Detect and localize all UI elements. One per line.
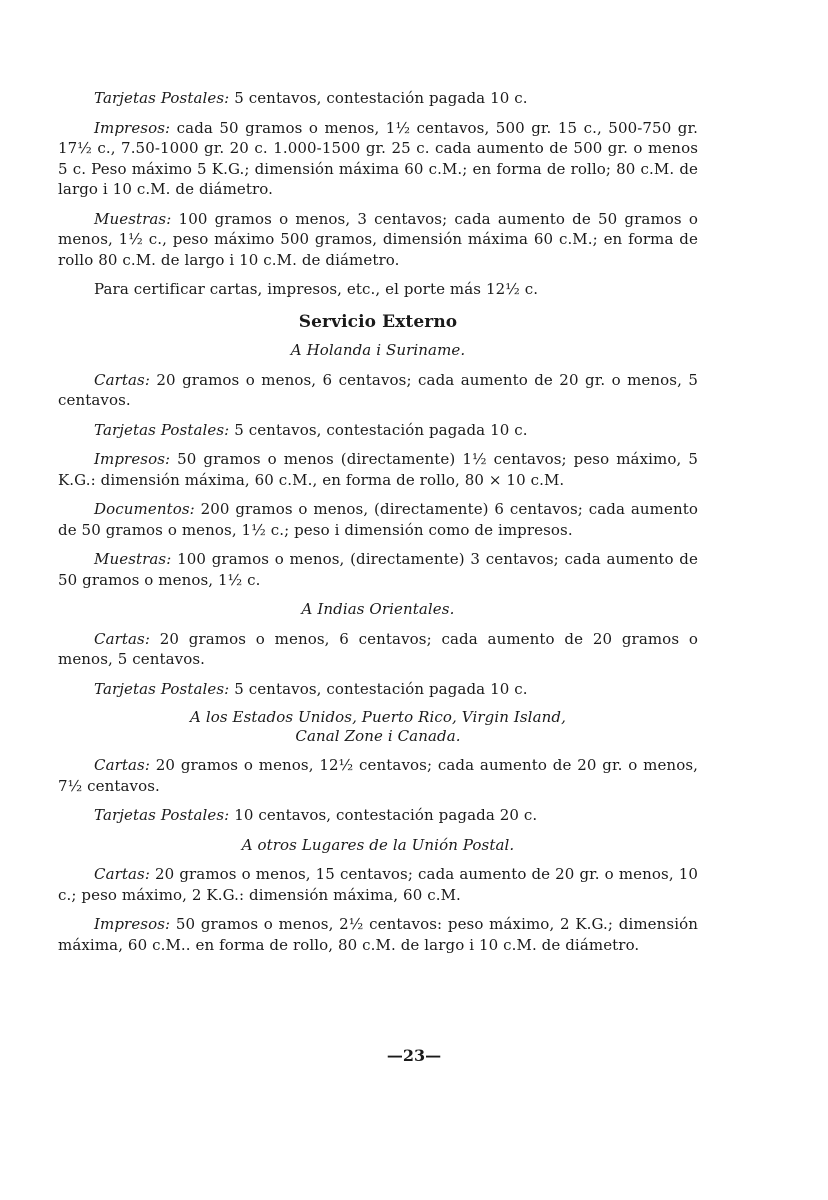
paragraph-text: 20 gramos o menos, 6 centavos; cada aumento de 20 gramos o menos, 5 centavos. — [58, 629, 698, 668]
paragraph-text: 5 centavos, contestación pagada 10 c. — [229, 89, 528, 107]
paragraph-text: 20 gramos o menos, 6 centavos; cada aumento de 20 gr. o menos, 5 centavos. — [58, 370, 698, 409]
subsection-title-otros: A otros Lugares de la Unión Postal. — [241, 835, 515, 854]
paragraph-muestras — [58, 209, 698, 271]
paragraph-impresos — [58, 449, 698, 490]
paragraph-lead: Cartas: — [94, 756, 151, 774]
paragraph-tarjetas-postales — [58, 805, 698, 826]
paragraph-muestras — [58, 549, 698, 590]
subsection-title-line: Canal Zone i Canada. — [295, 727, 461, 745]
paragraph-lead: Tarjetas Postales: — [94, 679, 230, 698]
paragraph-cartas — [58, 755, 698, 796]
paragraph-text: Para certificar cartas, impresos, etc., el porte más 12½ c. — [94, 280, 539, 298]
paragraph-lead: Impresos: — [94, 915, 171, 933]
paragraph-tarjetas-postales — [58, 420, 698, 441]
subsection-title-holanda: A Holanda i Suriname. — [290, 341, 466, 359]
paragraph-text: 5 centavos, contestación pagada 10 c. — [229, 420, 528, 439]
paragraph-text: 100 gramos o menos, 3 centavos; cada aumento de 50 gramos o menos, 1½ c., peso máximo 500 gramos, dimensión máxima 60 c.M.; en forma de rollo 80 c.M. de largo i 10 c.M. de diámetro. — [58, 209, 698, 269]
paragraph-lead: Documentos: — [94, 500, 195, 518]
paragraph-impresos — [58, 914, 698, 955]
paragraph-text: 20 gramos o menos, 12½ centavos; cada aumento de 20 gr. o menos, 7½ centavos. — [58, 756, 698, 795]
subsection-title-usa — [58, 708, 698, 746]
paragraph-lead: Impresos: — [94, 450, 171, 468]
paragraph-text: 50 gramos o menos (directamente) 1½ centavos; peso máximo, 5 K.G.: dimensión máxima, 60 c.M., en forma de rollo, 80 × 10 c.M. — [58, 450, 698, 489]
paragraph-lead: Impresos: — [94, 118, 171, 137]
paragraph-text: 50 gramos o menos, 2½ centavos: peso máximo, 2 K.G.; dimensión máxima, 60 c.M.. en forma de rollo, 80 c.M. de largo i 10 c.M. de diámetro. — [58, 915, 698, 954]
paragraph-text: cada 50 gramos o menos, 1½ centavos, 500 gr. 15 c., 500-750 gr. 17½ c., 7.50-1000 gr. 20 c. 1.000-1500 gr. 25 c. cada aumento de 500 gr. o menos 5 c. Peso máximo 5 K.G.; dimensión máxima 60 c.M.; en forma de rollo; 80 c.M. de largo i 10 c.M. de diámetro. — [58, 118, 698, 198]
section-heading: Servicio Externo — [298, 311, 458, 332]
paragraph-impresos — [58, 118, 698, 200]
paragraph-lead: Cartas: — [94, 865, 151, 883]
paragraph-text: 20 gramos o menos, 15 centavos; cada aumento de 20 gr. o menos, 10 c.; peso máximo, 2 K.G.: dimensión máxima, 60 c.M. — [58, 865, 698, 904]
subsection-title-indias: A Indias Orientales. — [301, 600, 455, 618]
subsection-title-line: A los Estados Unidos, Puerto Rico, Virgin Island, — [190, 708, 566, 726]
paragraph-tarjetas-postales — [58, 679, 698, 700]
paragraph-text: 100 gramos o menos, (directamente) 3 centavos; cada aumento de 50 gramos o menos, 1½ c. — [58, 550, 698, 589]
paragraph-lead: Muestras: — [94, 209, 172, 228]
paragraph-lead: Cartas: — [94, 370, 151, 389]
paragraph-cartas — [58, 629, 698, 670]
paragraph-cartas — [58, 864, 698, 905]
paragraph-lead: Tarjetas Postales: — [94, 420, 230, 439]
paragraph-cartas — [58, 370, 698, 411]
paragraph-lead: Cartas: — [94, 629, 151, 648]
paragraph-lead: Tarjetas Postales: — [94, 89, 230, 107]
paragraph-documentos — [58, 499, 698, 540]
paragraph-lead: Tarjetas Postales: — [94, 806, 230, 824]
paragraph-lead: Muestras: — [94, 550, 172, 568]
paragraph-tarjetas-postales — [58, 88, 698, 109]
paragraph-text: 5 centavos, contestación pagada 10 c. — [229, 679, 528, 698]
paragraph-text: 10 centavos, contestación pagada 20 c. — [229, 806, 538, 824]
document-page — [58, 88, 698, 964]
paragraph-certificar — [58, 279, 698, 300]
paragraph-text: 200 gramos o menos, (directamente) 6 centavos; cada aumento de 50 gramos o menos, 1½ c.; peso i dimensión como de impresos. — [58, 500, 698, 539]
page-number: —23— — [386, 1046, 442, 1065]
